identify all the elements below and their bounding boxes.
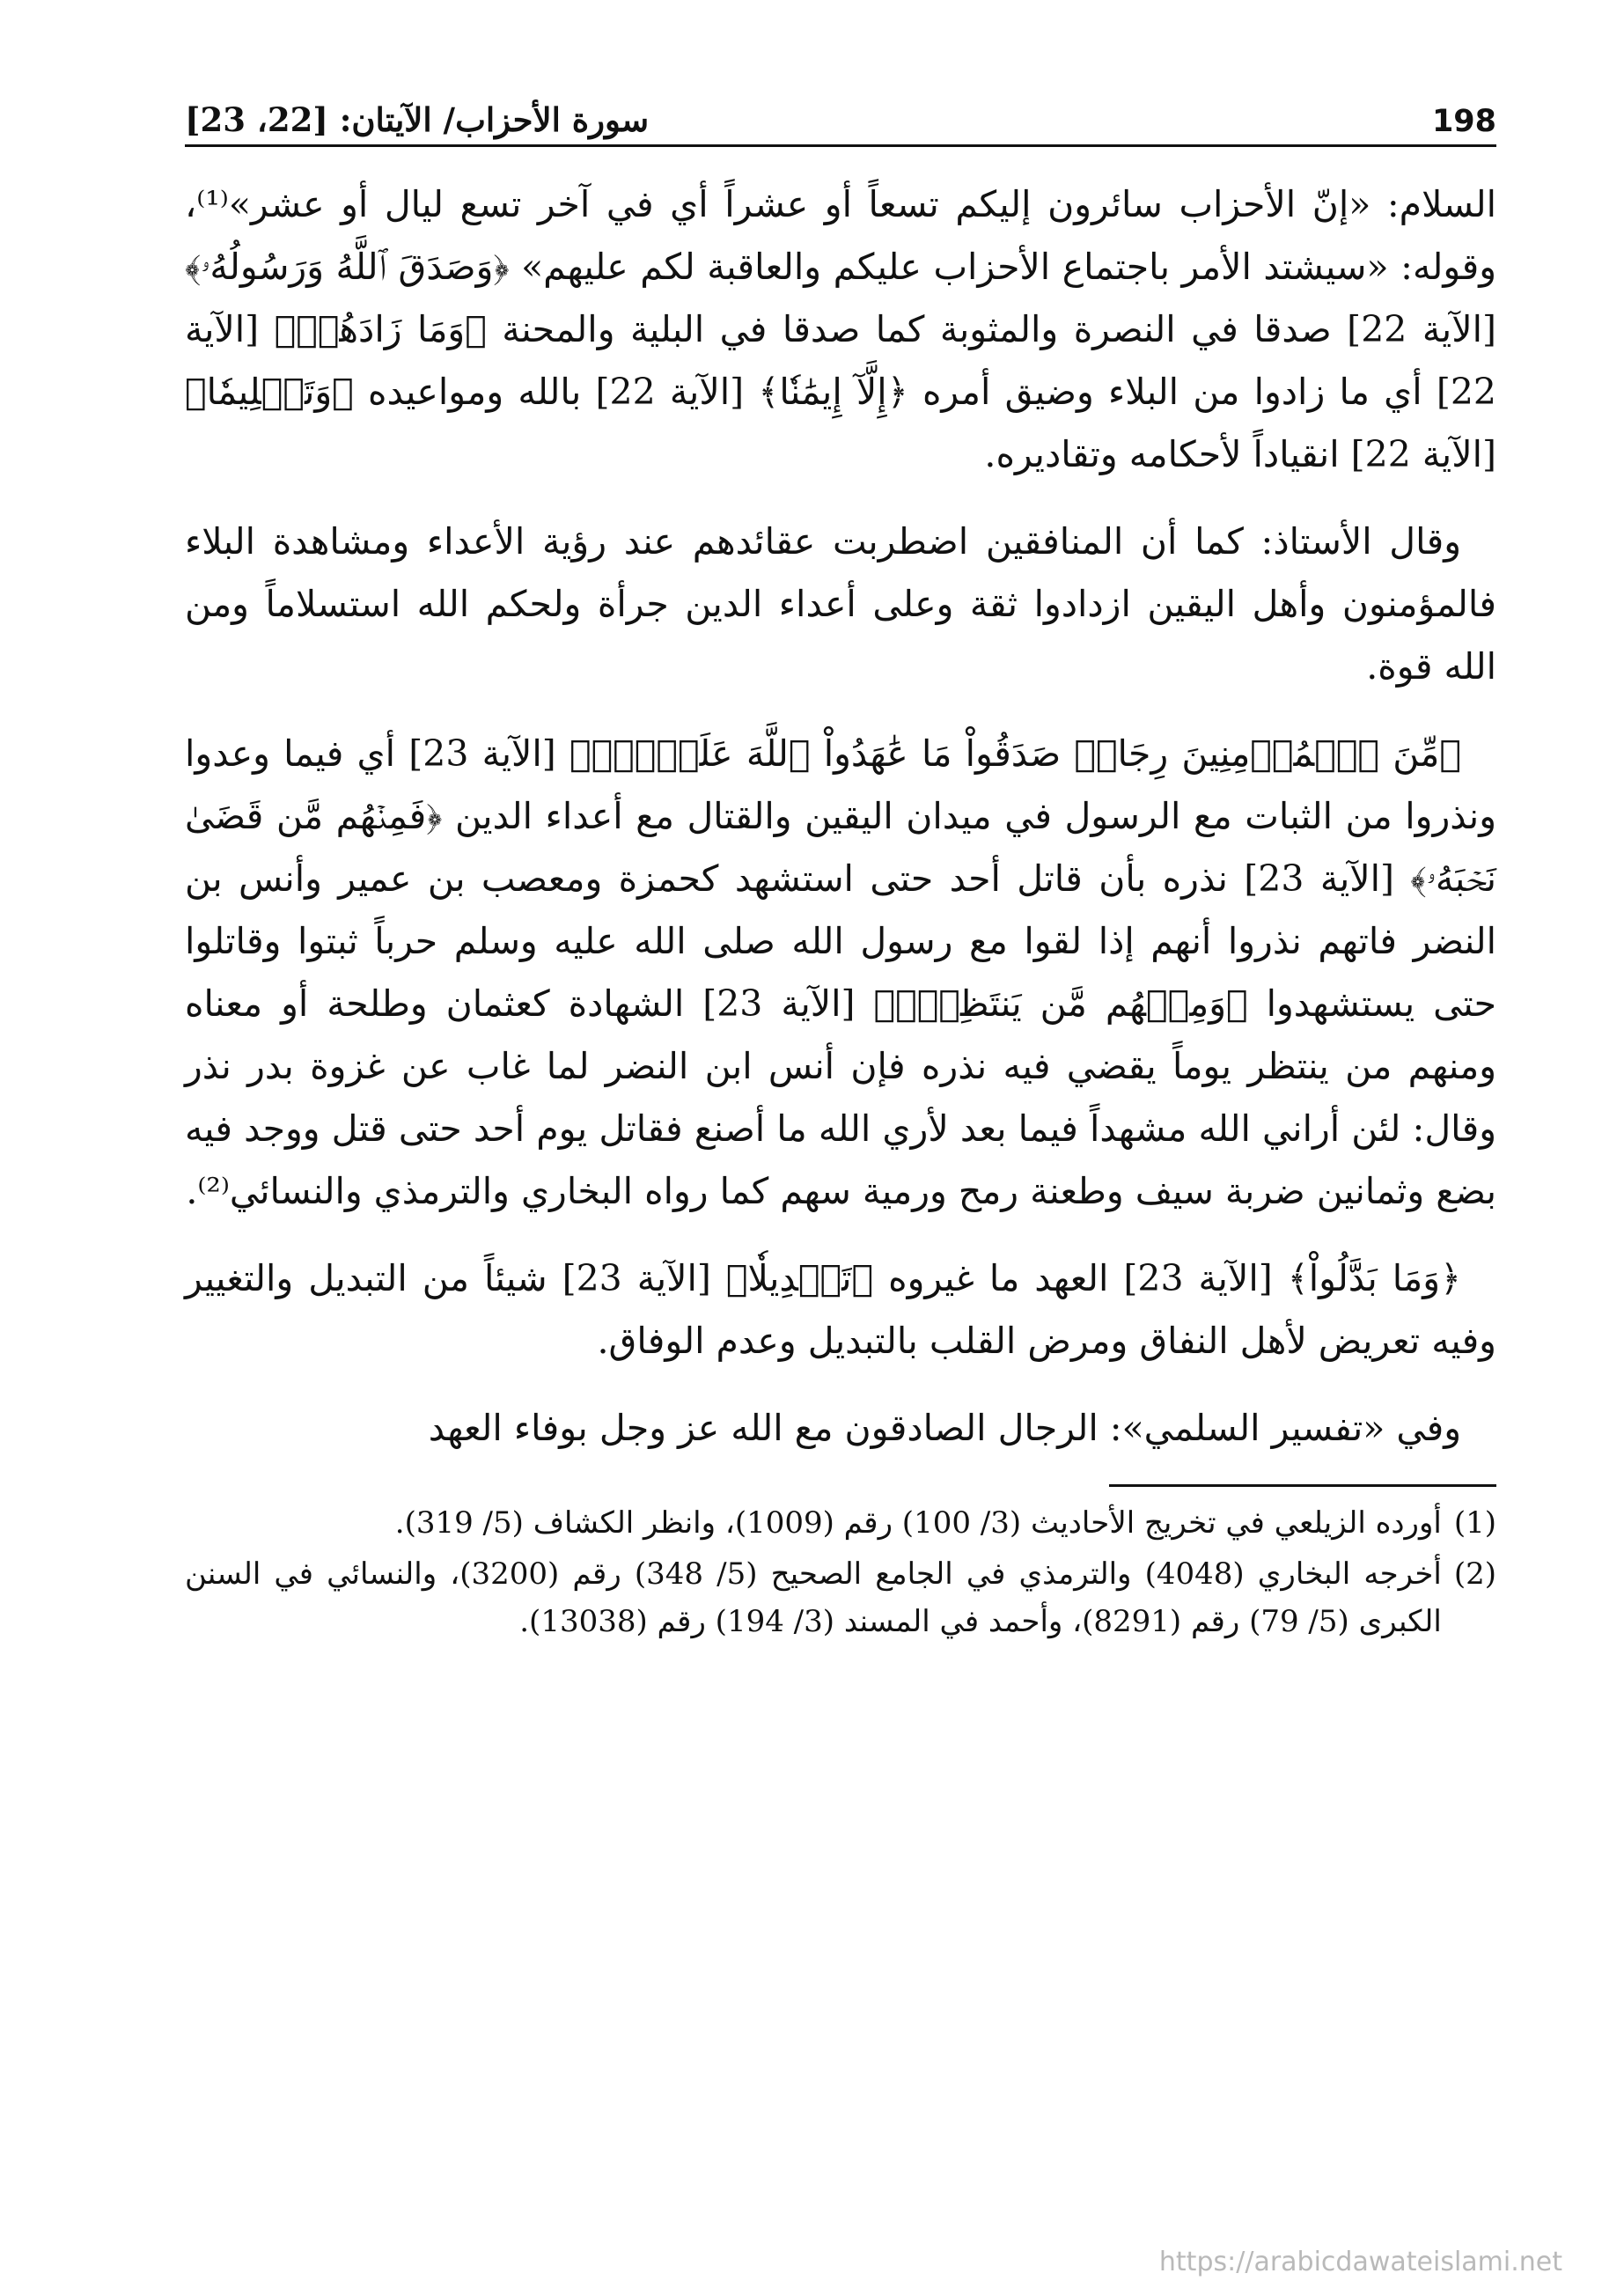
footnote-number: (1) [1453,1505,1496,1541]
book-page [185,88,1496,2236]
footnote-2 [185,1550,1496,1645]
footnote-1 [185,1499,1496,1547]
footnote-number: (2) [1453,1556,1496,1592]
header-rule [185,144,1496,147]
paragraph-2: وقال الأستاذ: كما أن المنافقين اضطربت عقائدهم عند رؤية الأعداء ومشاهدة البلاء فالمؤمنون وأهل اليقين ازدادوا ثقة وعلى أعداء الدين جرأة ولحكم الله استسلاماً ومن الله قوة. [185,520,1496,688]
running-title: سورة الأحزاب/ الآيتان: [22، 23] [185,100,650,139]
paragraph-4: ﴿وَمَا بَدَّلُواْ﴾ [الآية 23] العهد ما غيروه ﴿تَبۡدِيلٗا﴾ [الآية 23] شيئاً من التبديل والتغيير وفيه تعريض لأهل النفاق ومرض القلب بالتبديل وعدم الوفاق. [185,1257,1496,1362]
watermark: https://arabicdawateislami.net [1158,2247,1562,2277]
page-number: 198 [1431,104,1496,139]
paragraph-3: ﴿مِّنَ ٱلۡمُؤۡمِنِينَ رِجَالٞ صَدَقُواْ مَا عَٰهَدُواْ ٱللَّهَ عَلَيۡهِۖ﴾ [الآية 23] أي فيما وعدوا ونذروا من الثبات مع الرسول في ميدان اليقين والقتال مع أعداء الدين ﴿فَمِنۡهُم مَّن قَضَىٰ نَحۡبَهُۥ﴾ [الآية 23] نذره بأن قاتل أحد حتى استشهد كحمزة ومعصب بن عمير وأنس بن النضر فاتهم نذروا أنهم إذا لقوا مع رسول الله صلى الله عليه وسلم حرباً ثبتوا وقاتلوا حتى يستشهدوا ﴿وَمِنۡهُم مَّن يَنتَظِرُۖ﴾ [الآية 23] الشهادة كعثمان وطلحة أو معناه ومنهم من ينتظر يوماً يقضي فيه نذره فإن أنس ابن النضر لما غاب عن غزوة بدر نذر وقال: لئن أراني الله مشهداً فيما بعد لأري الله ما أصنع فقاتل يوم أحد حتى قتل ووجد فيه بضع وثمانين ضربة سيف وطعنة رمح ورمية سهم كما رواه البخاري والترمذي والنسائي⁽²⁾. [185,732,1496,1212]
footnote-rule [1109,1484,1496,1487]
page-header [185,88,1496,144]
paragraph-1: السلام: «إنّ الأحزاب سائرون إليكم تسعاً أو عشراً أي في آخر تسع ليال أو عشر»⁽¹⁾، وقوله: «سيشتد الأمر باجتماع الأحزاب عليكم والعاقبة لكم عليهم» ﴿وَصَدَقَ ٱللَّهُ وَرَسُولُهُۥ﴾ [الآية 22] صدقا في النصرة والمثوبة كما صدقا في البلية والمحنة ﴿وَمَا زَادَهُمۡ﴾ [الآية 22] أي ما زادوا من البلاء وضيق أمره ﴿إِلَّآ إِيمَٰنٗا﴾ [الآية 22] بالله ومواعيده ﴿وَتَسۡلِيمٗا﴾ [الآية 22] انقياداً لأحكامه وتقاديره. [185,183,1497,475]
footnote-text: أورده الزيلعي في تخريج الأحاديث (3/ 100) رقم (1009)، وانظر الكشاف (5/ 319). [394,1505,1442,1541]
paragraph-5: وفي «تفسير السلمي»: الرجال الصادقون مع الله عز وجل بوفاء العهد [428,1407,1461,1449]
footnote-text: أخرجه البخاري (4048) والترمذي في الجامع الصحيح (5/ 348) رقم (3200)، والنسائي في السنن الكبرى (5/ 79) رقم (8291)، وأحمد في المسند (3/ 194) رقم (13038). [185,1556,1442,1639]
